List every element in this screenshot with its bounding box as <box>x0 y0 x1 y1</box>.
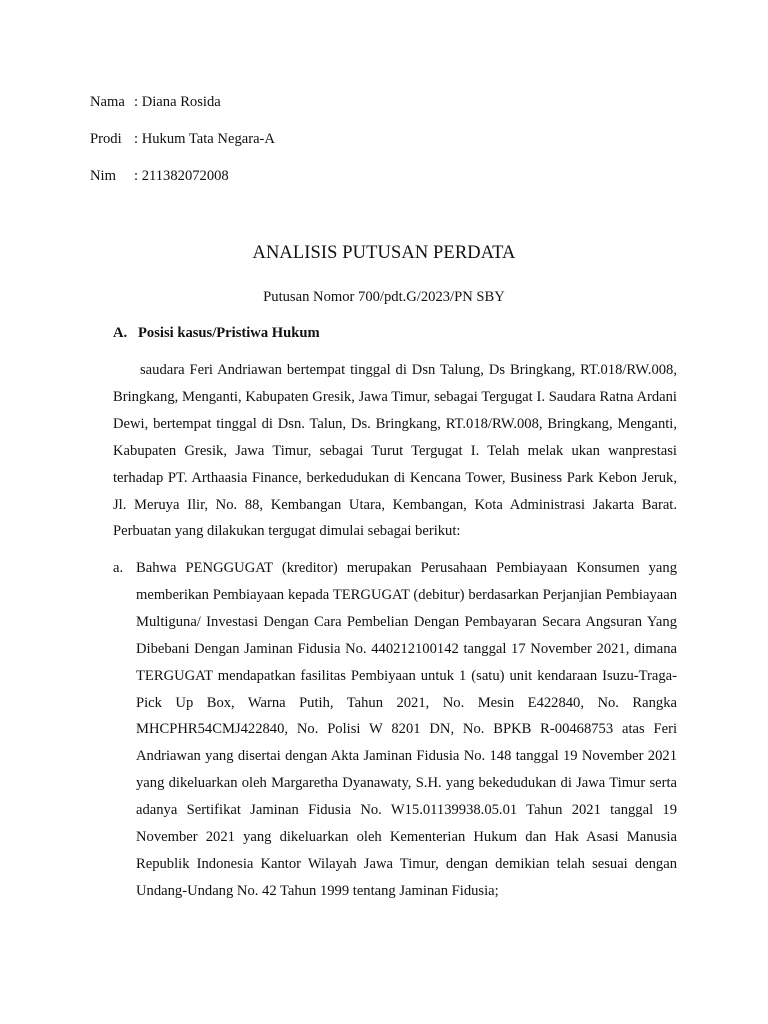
identity-name-row <box>90 92 221 112</box>
nim-value: : 211382072008 <box>134 168 229 184</box>
name-label: Nama <box>90 94 125 110</box>
list-item-text: Bahwa PENGGUGAT (kreditor) merupakan Perusahaan Pembiayaan Konsumen yang memberikan Pembiayaan kepada TERGUGAT (debitur) berdasarkan Perjanjian Pembiayaan Multiguna/ Investasi Dengan Cara Pembelian Dengan Pembayaran Secara Angsuran Yang Dibebani Dengan Jaminan Fidusia No. 440212100142 tanggal 17 November 2021, dimana TERGUGAT mendapatkan fasilitas Pembiyaan untuk 1 (satu) unit kendaraan Isuzu-Traga-Pick Up Box, Warna Putih, Tahun 2021, No. Mesin E422840, No. Rangka MHCPHR54CMJ422840, No. Polisi W 8201 DN, No. BPKB R-00468753 atas Feri Andriawan yang disertai dengan Akta Jaminan Fidusia No. 148 tanggal 19 November 2021 yang dikeluarkan oleh Margaretha Dyanawaty, S.H. yang bekedudukan di Jawa Timur serta adanya Sertifikat Jaminan Fidusia No. W15.01139938.05.01 Tahun 2021 tanggal 19 November 2021 yang dikeluarkan oleh Kementerian Hukum dan Hak Asasi Manusia Republik Indonesia Kantor Wilayah Jawa Timur, dengan demikian telah sesuai dengan Undang-Undang No. 42 Tahun 1999 tentang Jaminan Fidusia; <box>136 560 677 899</box>
intro-paragraph-text: saudara Feri Andriawan bertempat tinggal di Dsn Talung, Ds Bringkang, RT.018/RW.008, Bringkang, Menganti, Kabupaten Gresik, Jawa Timur, sebagai Tergugat I. Saudara Ratna Ardani Dewi, bertempat tinggal di Dsn. Talun, Ds. Bringkang, RT.018/RW.008, Bringkang, Menganti, Kabupaten Gresik, Jawa Timur, sebagai Turut Tergugat I. Telah melak ukan wanprestasi terhadap PT. Arthaasia Finance, berkedudukan di Kencana Tower, Business Park Kebon Jeruk, Jl. Meruya Ilir, No. 88, Kembangan Utara, Kembangan, Kota Administrasi Jakarta Barat. Perbuatan yang dilakukan tergugat dimulai sebagai berikut: <box>113 362 677 540</box>
identity-nim-row <box>90 166 229 186</box>
name-value: : Diana Rosida <box>134 94 221 110</box>
document-subtitle: Putusan Nomor 700/pdt.G/2023/PN SBY <box>263 289 505 305</box>
list-item-marker: a. <box>113 560 124 576</box>
intro-paragraph <box>113 357 677 545</box>
document-title: ANALISIS PUTUSAN PERDATA <box>252 243 516 263</box>
section-a-title: Posisi kasus/Pristiwa Hukum <box>138 325 320 341</box>
prodi-value: : Hukum Tata Negara-A <box>134 131 275 147</box>
nim-label: Nim <box>90 168 116 184</box>
prodi-label: Prodi <box>90 131 122 147</box>
identity-prodi-row <box>90 129 275 149</box>
section-a-heading <box>113 323 320 343</box>
section-a-letter: A. <box>113 325 128 341</box>
